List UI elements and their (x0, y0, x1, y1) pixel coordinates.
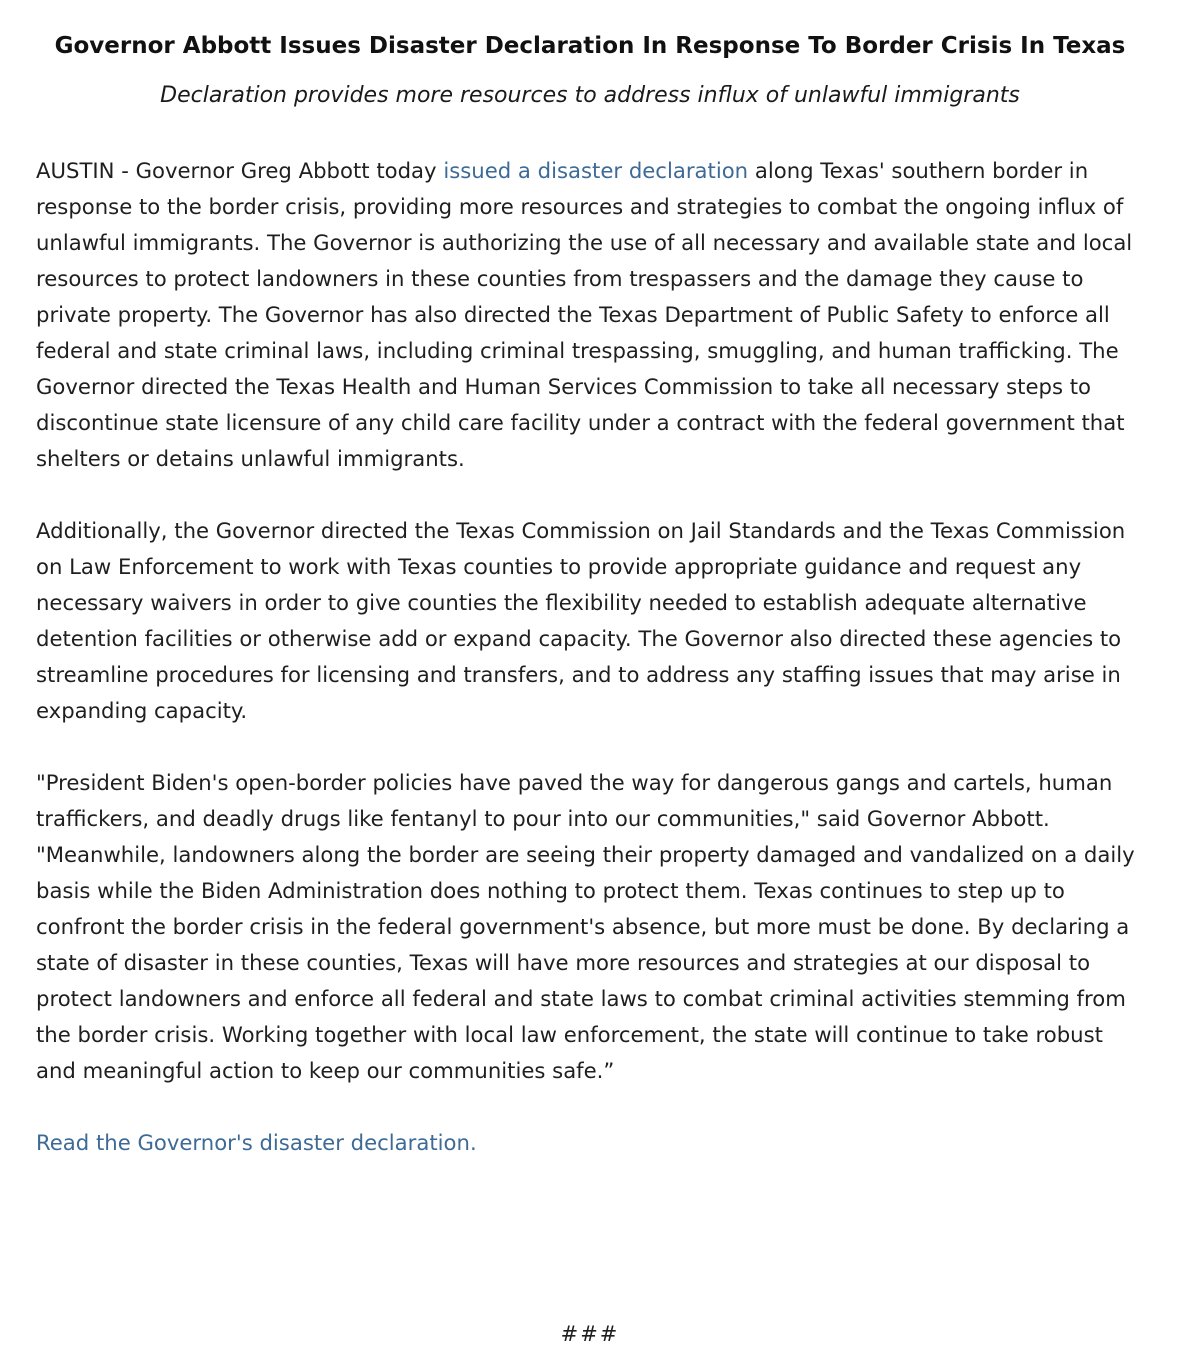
paragraph-directives: Additionally, the Governor directed the Texas Commission on Jail Standards and the Texas Commission on Law Enforcement to work with Texas counties to provide appropriate guidance and request any necessary waivers in order to give counties the flexibility needed to establish adequate alternative detention facilities or otherwise add or expand capacity. The Governor also directed these agencies to streamline procedures for licensing and transfers, and to address any staffing issues that may arise in expanding capacity. (36, 518, 1126, 723)
subheadline: Declaration provides more resources to address influx of unlawful immigrants (160, 83, 1020, 108)
read-declaration-paragraph (36, 1125, 1144, 1161)
headline: Governor Abbott Issues Disaster Declaration In Response To Border Crisis In Texas (54, 33, 1126, 59)
paragraph-intro-lead: AUSTIN - Governor Greg Abbott today (36, 158, 444, 183)
paragraph-quote: "President Biden's open-border policies have paved the way for dangerous gangs and cartels, human traffickers, and deadly drugs like fentanyl to pour into our communities," said Governor Abbott. "Meanwhile, landowners along the border are seeing their property damaged and vandalized on a daily basis while the Biden Administration does nothing to protect them. Texas continues to step up to confront the border crisis in the federal government's absence, but more must be done. By declaring a state of disaster in these counties, Texas will have more resources and strategies at our disposal to protect landowners and enforce all federal and state laws to combat criminal activities stemming from the border crisis. Working together with local law enforcement, the state will continue to take robust and meaningful action to keep our communities safe.” (36, 770, 1135, 1083)
end-mark: ### (560, 1322, 620, 1346)
paragraph-intro (36, 153, 1144, 477)
read-declaration-link[interactable]: Read the Governor's disaster declaration. (36, 1130, 477, 1155)
disaster-declaration-link[interactable]: issued a disaster declaration (443, 158, 749, 183)
paragraph-intro-body: along Texas' southern border in response to the border crisis, providing more resources and strategies to combat the ongoing influx of unlawful immigrants. The Governor is authorizing the use of all necessary and available state and local resources to protect landowners in these counties from trespassers and the damage they cause to private property. The Governor has also directed the Texas Department of Public Safety to enforce all federal and state criminal laws, including criminal trespassing, smuggling, and human trafficking. The Governor directed the Texas Health and Human Services Commission to take all necessary steps to discontinue state licensure of any child care facility under a contract with the federal government that shelters or detains unlawful immigrants. (36, 158, 1133, 471)
